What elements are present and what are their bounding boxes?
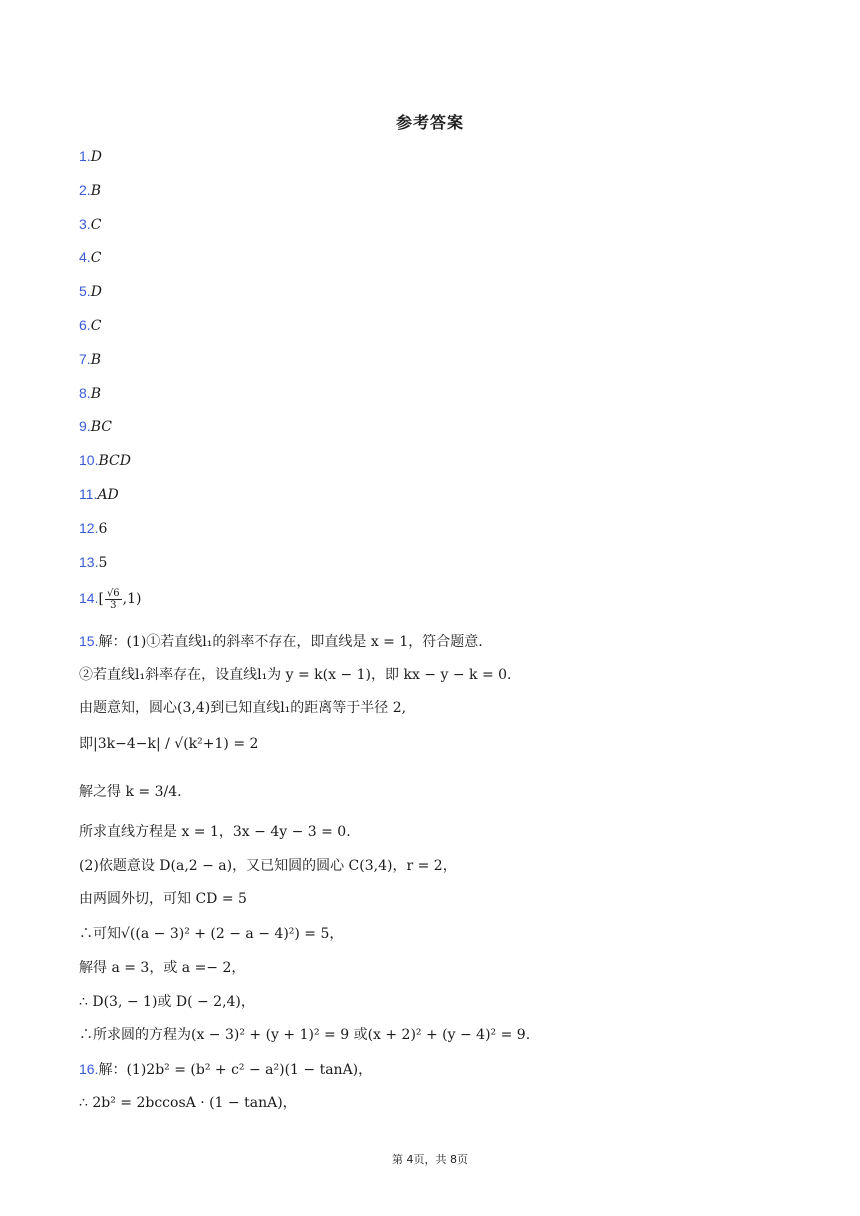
answer-item: 8.B [79, 384, 101, 402]
solution-16-line: ∴ 2b² = 2bccosA · (1 − tanA)， [79, 1095, 297, 1111]
solution-15-line: 即|3k−4−k| / √(k²+1) = 2 [79, 736, 259, 752]
answer-item: 1.D [79, 148, 102, 165]
answer-item: 5.D [79, 283, 102, 301]
answer-item: 7.B [79, 350, 101, 368]
fraction: $\frac{√6}{3}$ [106, 587, 120, 611]
answer-item: 4.C [79, 249, 102, 267]
answer-item: 11.AD [79, 485, 119, 503]
solution-15-line: ②若直线l₁斜率存在，设直线l₁为 y = k(x − 1)，即 kx − y − k = 0. [79, 667, 512, 683]
answer-item: 6.C [79, 316, 102, 334]
solution-15-line: 15.解：(1)①若直线l₁的斜率不存在，即直线是 x = 1，符合题意. [79, 633, 483, 650]
solution-15-line: 所求直线方程是 x = 1，3x − 4y − 3 = 0. [79, 824, 351, 840]
solution-15-line: (2)依题意设 D(a,2 − a)，又已知圆的圆心 C(3,4)，r = 2， [79, 858, 457, 874]
solution-15-line: ∴ D(3, − 1)或 D( − 2,4)， [79, 994, 255, 1010]
answer-item: 3.C [79, 215, 102, 233]
solution-15-line: ∴所求圆的方程为(x − 3)² + (y + 1)² = 9 或(x + 2)² + (y − 4)² = 9. [79, 1027, 531, 1043]
answer-list [79, 144, 142, 619]
solution-15-line: 解得 a = 3，或 a =− 2， [79, 960, 246, 976]
solution-16-line: 16.解：(1)2b² = (b² + c² − a²)(1 − tanA)， [79, 1061, 373, 1078]
solution-15-line: 由两圆外切，可知 CD = 5 [79, 891, 247, 907]
page-title: 参考答案 [395, 113, 464, 132]
answer-item: 12.6 [79, 519, 108, 537]
solution-15-line: 解之得 k = 3/4. [79, 784, 182, 800]
answer-item: 13.5 [79, 553, 108, 571]
answer-item: 9.BC [79, 418, 112, 436]
answer-item: 2.B [79, 181, 101, 199]
solution-15-line: ∴可知√((a − 3)² + (2 − a − 4)²) = 5， [79, 926, 344, 942]
answer-item-14: 14.[ $\frac{√6}{3}$ ,1) [79, 587, 142, 611]
solution-15-line: 由题意知，圆心(3,4)到已知直线l₁的距离等于半径 2, [79, 700, 407, 716]
answer-item: 10.BCD [79, 452, 131, 470]
page-footer: 第 4页，共 8页 [392, 1153, 468, 1166]
